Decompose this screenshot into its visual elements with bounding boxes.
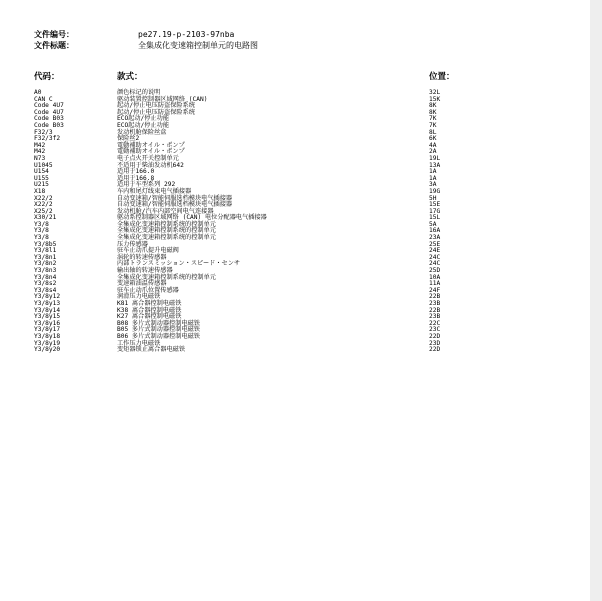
table-row bbox=[0, 308, 590, 315]
column-header-desc: 款式： bbox=[117, 72, 143, 82]
row-position: 15L bbox=[429, 214, 441, 222]
table-row bbox=[0, 176, 590, 183]
row-description: B06 多片式制动器控制电磁铁 bbox=[117, 332, 200, 340]
row-code: Y3/8 bbox=[34, 234, 49, 242]
row-code: Code B03 bbox=[34, 115, 64, 123]
row-code: F32/3 bbox=[34, 128, 53, 136]
row-position: 24C bbox=[429, 260, 441, 268]
row-position: 23A bbox=[429, 234, 441, 242]
row-code: X18 bbox=[34, 187, 46, 195]
table-row bbox=[0, 149, 590, 156]
table-row bbox=[0, 196, 590, 203]
row-code: Y3/8y17 bbox=[34, 326, 61, 334]
row-position: 22C bbox=[429, 319, 441, 327]
row-description: 发动机舱/汽车内部空间电气连接器 bbox=[117, 207, 214, 215]
row-code: F32/3f2 bbox=[34, 135, 61, 143]
table-row bbox=[0, 215, 590, 222]
row-position: 8K bbox=[429, 102, 437, 110]
row-description: 自动变速箱/智能伺服选档模块电气插接器 bbox=[117, 194, 233, 202]
table-row bbox=[0, 341, 590, 348]
row-code: Y3/8b5 bbox=[34, 240, 57, 248]
row-description: 電動補助オイル・ポンプ bbox=[117, 141, 185, 149]
table-row bbox=[0, 347, 590, 354]
row-position: 25D bbox=[429, 267, 441, 275]
table-row bbox=[0, 294, 590, 301]
row-position: 5H bbox=[429, 194, 437, 202]
row-description: K81 离合器控制电磁铁 bbox=[117, 300, 182, 307]
table-row bbox=[0, 275, 590, 282]
table-row bbox=[0, 110, 590, 117]
row-position: 19L bbox=[429, 154, 441, 162]
row-position: 22D bbox=[429, 332, 441, 340]
row-description: 起动/停止电压防盗保险系统 bbox=[117, 108, 195, 116]
row-code: Y3/8n1 bbox=[34, 253, 57, 261]
table-row bbox=[0, 281, 590, 288]
row-position: 16A bbox=[429, 227, 441, 235]
row-code: Y3/8y13 bbox=[34, 300, 61, 307]
row-description: 全集成化变速箱控制系统的控制单元 bbox=[117, 227, 216, 235]
row-description: 不适用于柴油发动机642 bbox=[117, 161, 184, 169]
table-row bbox=[0, 123, 590, 130]
row-position: 23D bbox=[429, 339, 441, 347]
row-description: 颜色标记的说明 bbox=[117, 89, 161, 96]
row-code: Y3/8 bbox=[34, 220, 49, 228]
row-position: 7K bbox=[429, 115, 437, 123]
table-row bbox=[0, 189, 590, 196]
table-row bbox=[0, 169, 590, 176]
column-header-pos: 位置： bbox=[429, 72, 455, 82]
row-code: X22/2 bbox=[34, 194, 53, 202]
row-description: 起动/停止电压防盗保险系统 bbox=[117, 102, 195, 110]
row-position: 10A bbox=[429, 273, 441, 281]
row-position: 24E bbox=[429, 247, 441, 255]
row-code: M42 bbox=[34, 141, 46, 149]
table-row bbox=[0, 242, 590, 249]
row-position: 23B bbox=[429, 300, 441, 307]
row-description: 全集成化变速箱控制系统的控制单元 bbox=[117, 234, 216, 242]
row-description: 输出轴的转速传感器 bbox=[117, 267, 173, 275]
row-code: U154 bbox=[34, 168, 49, 176]
row-code: Y3/8y19 bbox=[34, 339, 61, 347]
row-description: 润滑压力电磁铁 bbox=[117, 293, 161, 301]
row-description: 内部トランスミッション・スピード・センサ bbox=[117, 260, 241, 268]
table-row bbox=[0, 222, 590, 229]
table-row bbox=[0, 314, 590, 321]
row-description: 发动机舱保险丝盒 bbox=[117, 128, 167, 136]
row-code: Y3/8y14 bbox=[34, 306, 61, 314]
table-row bbox=[0, 248, 590, 255]
row-position: 4A bbox=[429, 141, 437, 149]
row-code: A0 bbox=[34, 89, 42, 96]
table-row bbox=[0, 261, 590, 268]
row-code: X30/21 bbox=[34, 214, 57, 222]
row-code: Y3/8y16 bbox=[34, 319, 61, 327]
row-position: 3A bbox=[429, 181, 437, 189]
doc-title-label: 文件标题： bbox=[34, 41, 74, 50]
table-row bbox=[0, 321, 590, 328]
row-description: 驻车止动爪提升电磁阀 bbox=[117, 247, 179, 255]
row-code: Y3/8y20 bbox=[34, 346, 61, 354]
row-position: 5A bbox=[429, 220, 437, 228]
table-row bbox=[0, 202, 590, 209]
row-position: 19G bbox=[429, 187, 441, 195]
row-description: ECO起动/停止功能 bbox=[117, 115, 170, 123]
row-position: 15K bbox=[429, 95, 441, 103]
row-position: 11A bbox=[429, 280, 441, 288]
component-list bbox=[0, 90, 590, 354]
row-description: B05 多片式制动器控制电磁铁 bbox=[117, 326, 200, 334]
row-description: ECO起动/停止功能 bbox=[117, 121, 170, 129]
row-code: Y3/8n4 bbox=[34, 273, 57, 281]
table-row bbox=[0, 103, 590, 110]
row-description: 适用于车型系列 292 bbox=[117, 181, 176, 189]
row-code: U215 bbox=[34, 181, 49, 189]
row-description: 保险丝2 bbox=[117, 135, 140, 143]
table-row bbox=[0, 116, 590, 123]
row-description: 全集成化变速箱控制系统的控制单元 bbox=[117, 220, 216, 228]
table-row bbox=[0, 334, 590, 341]
table-row bbox=[0, 228, 590, 235]
row-code: Y3/8 bbox=[34, 227, 49, 235]
row-code: Y3/8n2 bbox=[34, 260, 57, 268]
row-code: CAN C bbox=[34, 95, 53, 103]
row-code: Code 4U7 bbox=[34, 108, 64, 116]
table-row bbox=[0, 301, 590, 308]
row-description: 驱动装置控制器区域网络 (CAN) bbox=[117, 95, 208, 103]
row-position: 32L bbox=[429, 89, 441, 96]
row-description: 電動補助オイル・ポンプ bbox=[117, 148, 185, 156]
row-code: U155 bbox=[34, 174, 49, 182]
table-row bbox=[0, 182, 590, 189]
table-row bbox=[0, 209, 590, 216]
row-description: 车内和尾灯线束电气插接器 bbox=[117, 187, 192, 195]
row-position: 24F bbox=[429, 286, 441, 294]
row-position: 7K bbox=[429, 121, 437, 129]
row-position: 2A bbox=[429, 148, 437, 156]
row-code: X22/2 bbox=[34, 201, 53, 209]
doc-number-label: 文件编号： bbox=[34, 30, 74, 39]
row-code: Y3/8y18 bbox=[34, 332, 61, 340]
row-code: Code B03 bbox=[34, 121, 64, 129]
row-position: 23C bbox=[429, 326, 441, 334]
row-position: 8L bbox=[429, 128, 437, 136]
row-position: 6K bbox=[429, 135, 437, 143]
row-code: Code 4U7 bbox=[34, 102, 64, 110]
row-code: U1045 bbox=[34, 161, 53, 169]
row-position: 22B bbox=[429, 293, 441, 301]
row-position: 1A bbox=[429, 174, 437, 182]
table-row bbox=[0, 288, 590, 295]
table-row bbox=[0, 327, 590, 334]
row-description: 自动变速箱/智能伺服选档模块电气插接器 bbox=[117, 201, 233, 209]
table-row bbox=[0, 255, 590, 262]
row-description: 适用于166.0 bbox=[117, 168, 155, 176]
row-description: 驱动系控制器区域网络 (CAN) 电位分配器电气插接器 bbox=[117, 214, 267, 222]
row-position: 22B bbox=[429, 306, 441, 314]
row-description: 工作压力电磁铁 bbox=[117, 339, 161, 347]
row-code: M42 bbox=[34, 148, 46, 156]
table-row bbox=[0, 163, 590, 170]
row-description: K38 离合器控制电磁铁 bbox=[117, 306, 182, 314]
row-description: 全集成化变速箱控制系统的控制单元 bbox=[117, 273, 216, 281]
table-row bbox=[0, 97, 590, 104]
row-code: Y3/8y15 bbox=[34, 313, 61, 321]
row-description: 变速箱油温传感器 bbox=[117, 280, 167, 288]
row-description: K27 离合器控制电磁铁 bbox=[117, 313, 182, 321]
row-position: 15E bbox=[429, 201, 441, 209]
doc-number-value: pe27.19-p-2103-97nba bbox=[138, 30, 235, 39]
row-description: 适用于166.8 bbox=[117, 174, 155, 182]
doc-title-value: 全集成化变速箱控制单元的电路图 bbox=[138, 41, 258, 50]
table-row bbox=[0, 156, 590, 163]
row-description: 变矩器锁止离合器电磁铁 bbox=[117, 346, 186, 354]
row-code: Y3/8y12 bbox=[34, 293, 61, 301]
row-description: 电子点火开关控制单元 bbox=[117, 154, 179, 162]
row-description: 涡轮的转速传感器 bbox=[117, 253, 167, 261]
row-position: 23B bbox=[429, 313, 441, 321]
row-position: 22D bbox=[429, 346, 441, 354]
row-description: 压力传感器 bbox=[117, 240, 148, 248]
table-row bbox=[0, 268, 590, 275]
table-row bbox=[0, 90, 590, 97]
row-description: B08 多片式制动器控制电磁铁 bbox=[117, 319, 200, 327]
table-row bbox=[0, 235, 590, 242]
row-code: Y3/8s2 bbox=[34, 280, 57, 288]
row-position: 24C bbox=[429, 253, 441, 261]
row-position: 25E bbox=[429, 240, 441, 248]
row-code: Y3/8l1 bbox=[34, 247, 57, 255]
row-description: 驻车止动爪位置传感器 bbox=[117, 286, 179, 294]
row-code: N73 bbox=[34, 154, 46, 162]
row-position: 13A bbox=[429, 161, 441, 169]
table-row bbox=[0, 136, 590, 143]
row-position: 8K bbox=[429, 108, 437, 116]
table-row bbox=[0, 130, 590, 137]
column-header-code: 代码： bbox=[34, 72, 60, 82]
row-position: 17G bbox=[429, 207, 441, 215]
row-position: 1A bbox=[429, 168, 437, 176]
row-code: Y3/8s4 bbox=[34, 286, 57, 294]
table-row bbox=[0, 143, 590, 150]
row-code: X25/2 bbox=[34, 207, 53, 215]
row-code: Y3/8n3 bbox=[34, 267, 57, 275]
